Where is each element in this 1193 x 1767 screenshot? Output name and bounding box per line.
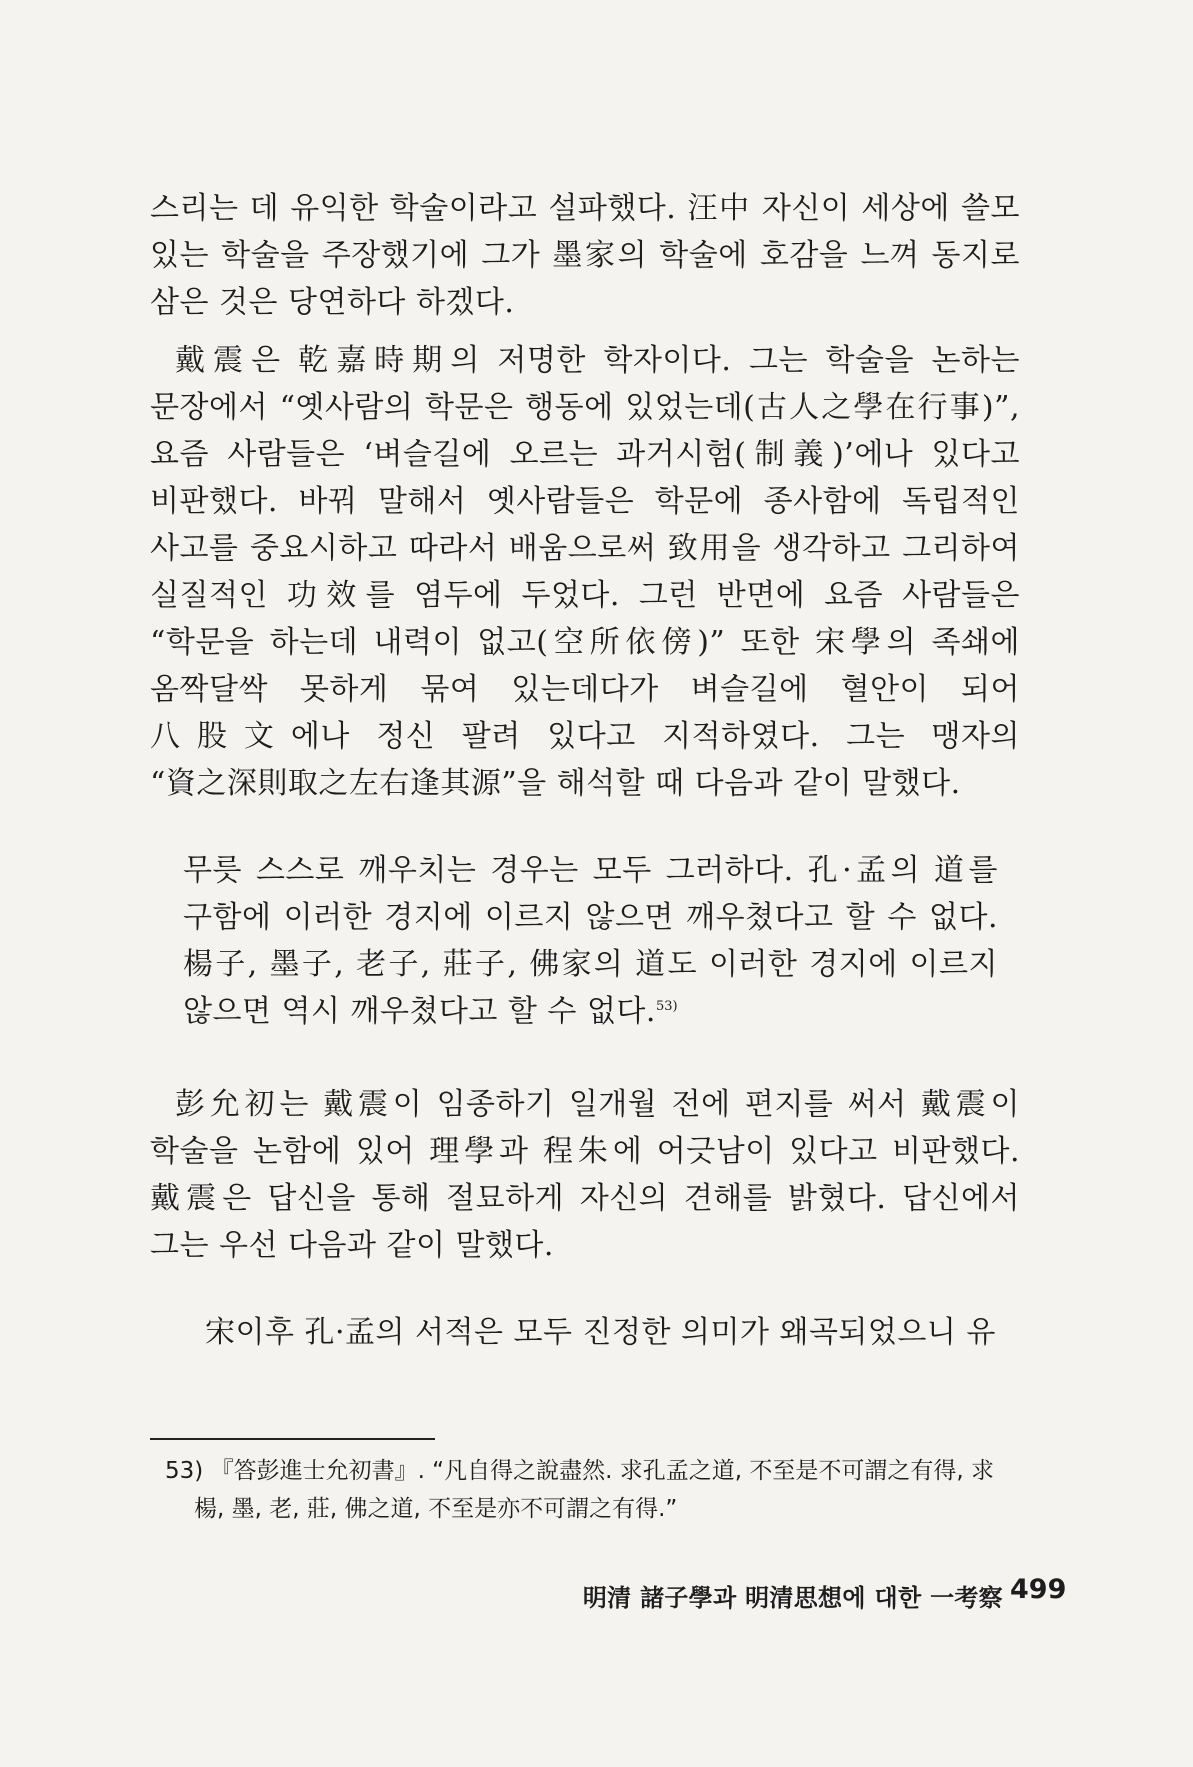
footnote-reference: 53) [655, 999, 678, 1014]
body-paragraph-1: 스리는 데 유익한 학술이라고 설파했다. 汪中 자신이 세상에 쓸모 있는 학술을 주장했기에 그가 墨家의 학술에 호감을 느껴 동지로 삼은 것은 당연하다 하겠다. [150, 191, 1020, 320]
footnote [165, 1452, 1020, 1528]
body-paragraph-3: 彭允初는 戴震이 임종하기 일개월 전에 편지를 써서 戴震이 학술을 논함에 있어 理學과 程朱에 어긋남이 있다고 비판했다. 戴震은 답신을 통해 절묘하게 자신의 견해를 밝혔다. 답신에서 그는 우선 다음과 같이 말했다. [150, 1087, 1020, 1263]
block-quote-2: 宋이후 孔·孟의 서적은 모두 진정한 의미가 왜곡되었으니 유 [205, 1315, 996, 1350]
footnote-text-line-1: 『答彭進士允初書』. “凡自得之說盡然. 求孔孟之道, 不至是不可謂之有得, 求 [210, 1458, 994, 1484]
footnote-text-line-2: 楊, 墨, 老, 莊, 佛之道, 不至是亦不可謂之有得.” [194, 1496, 678, 1522]
page-number: 499 [1010, 1574, 1067, 1605]
footnote-separator [150, 1438, 435, 1440]
page-body [150, 185, 1020, 1356]
running-head: 明清 諸子學과 明清思想에 대한 一考察 [582, 1584, 1003, 1612]
block-quote-1-text: 무릇 스스로 깨우치는 경우는 모두 그러하다. 孔·孟의 道를 구함에 이러한 경지에 이르지 않으면 깨우쳤다고 할 수 없다. 楊子, 墨子, 老子, 莊子, 佛家의 道도 이러한 경지에 이르지 않으면 역시 깨우쳤다고 할 수 없다. [183, 853, 998, 1029]
footnote-number: 53) [165, 1458, 204, 1484]
body-paragraph-2: 戴震은 乾嘉時期의 저명한 학자이다. 그는 학술을 논하는 문장에서 “옛사람의 학문은 행동에 있었는데(古人之學在行事)”, 요즘 사람들은 ‘벼슬길에 오르는 과거시험(制義)’에나 있다고 비판했다. 바꿔 말해서 옛사람들은 학문에 종사함에 독립적인 사고를 중요시하고 따라서 배움으로써 致用을 생각하고 그리하여 실질적인 功效를 염두에 두었다. 그런 반면에 요즘 사람들은 “학문을 하는데 내력이 없고(空所依傍)” 또한 宋學의 족쇄에 옴짝달싹 못하게 묶여 있는데다가 벼슬길에 혈안이 되어 八股文에나 정신 팔려 있다고 지적하였다. 그는 맹자의 “資之深則取之左右逢其源”을 해석할 때 다음과 같이 말했다. [150, 343, 1020, 801]
block-quote-1 [150, 847, 1020, 1035]
